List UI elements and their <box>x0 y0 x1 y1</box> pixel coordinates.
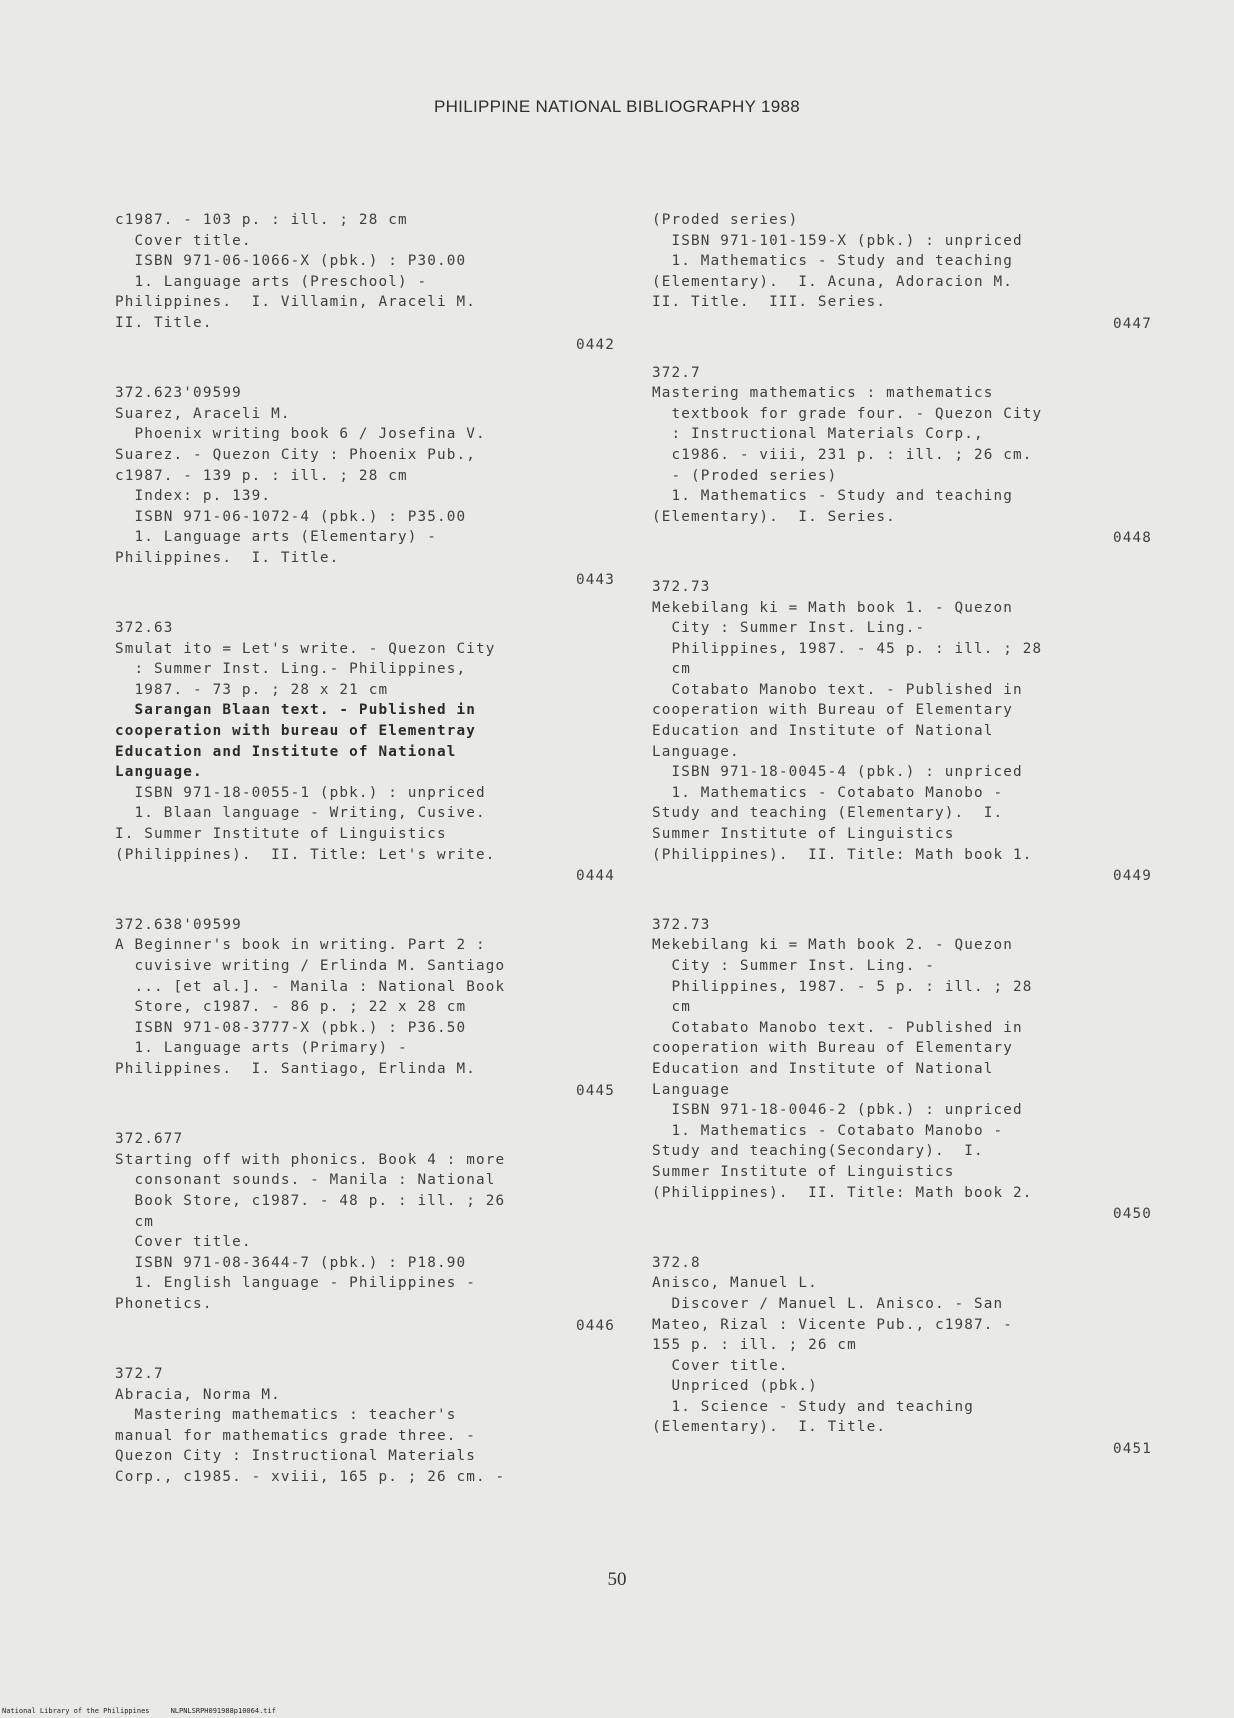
entry-line: textbook for grade four. - Quezon City <box>652 405 1043 422</box>
entry-line: cooperation with Bureau of Elementary <box>652 702 1014 719</box>
entry-line: ISBN 971-08-3644-7 (pbk.) : P18.90 <box>115 1254 467 1271</box>
entry-line: Discover / Manuel L. Anisco. - San <box>652 1295 1004 1312</box>
bibliography-entry <box>115 383 615 590</box>
entry-line: c1987. - 103 p. : ill. ; 28 cm <box>115 212 408 228</box>
entry-line: Book Store, c1987. - 48 p. : ill. ; 26 <box>115 1192 506 1209</box>
entry-line: 372.7 <box>652 364 701 381</box>
entry-line: City : Summer Inst. Ling. - <box>652 958 935 974</box>
entry-line: Education and Institute of National <box>652 1060 994 1077</box>
entry-line: 1. Language arts (Primary) - <box>115 1040 408 1057</box>
bibliography-entry <box>115 210 615 355</box>
entry-line: (Elementary). I. Series. <box>652 508 896 525</box>
entry-line: 1. Science - Study and teaching <box>652 1398 974 1415</box>
entry-line: ISBN 971-18-0046-2 (pbk.) : unpriced <box>652 1102 1023 1119</box>
entry-line: cuvisive writing / Erlinda M. Santiago <box>115 958 506 974</box>
bibliography-entry <box>115 618 615 887</box>
entry-line: : Summer Inst. Ling.- Philippines, <box>115 661 467 678</box>
entry-number: 0444 <box>575 868 615 885</box>
bibliography-entry <box>652 1253 1152 1460</box>
entry-line: ISBN 971-18-0055-1 (pbk.) : unpriced <box>115 784 486 801</box>
entry-line: Summer Institute of Linguistics <box>652 1163 955 1180</box>
entry-line: 1. Mathematics - Study and teaching <box>652 253 1014 270</box>
entry-line: (Philippines). II. Title: Math book 2. <box>652 1184 1033 1201</box>
entry-line: Mastering mathematics : teacher's <box>115 1407 457 1424</box>
entry-line: Suarez, Araceli M. <box>115 405 291 422</box>
bibliography-column-left <box>115 210 615 1516</box>
entry-line: Cover title. <box>652 1357 789 1374</box>
entry-line: Phonetics. <box>115 1295 213 1312</box>
entry-line: Corp., c1985. - xviii, 165 p. ; 26 cm. - <box>115 1469 506 1486</box>
entry-line: 372.73 <box>652 916 711 933</box>
entry-line: Study and teaching (Elementary). I. <box>652 805 1004 822</box>
entry-number: 0450 <box>1112 1206 1152 1223</box>
bibliography-entry <box>115 1129 615 1336</box>
entry-line: cm <box>652 999 692 1016</box>
entry-line: Cotabato Manobo text. - Published in <box>652 681 1023 698</box>
entry-number: 0446 <box>575 1317 615 1334</box>
page-title: PHILIPPINE NATIONAL BIBLIOGRAPHY 1988 <box>433 97 801 116</box>
bibliography-entry <box>115 1364 615 1488</box>
entry-line: (Elementary). I. Title. <box>652 1419 887 1436</box>
entry-line: Philippines, 1987. - 5 p. : ill. ; 28 <box>652 978 1033 995</box>
entry-line: 1987. - 73 p. ; 28 x 21 cm <box>115 681 389 698</box>
entry-number: 0442 <box>575 336 615 353</box>
bibliography-column-right <box>652 210 1152 1488</box>
entry-line: 372.638'09599 <box>115 916 242 933</box>
entry-line: Summer Institute of Linguistics <box>652 826 955 843</box>
entry-line: Philippines, 1987. - 45 p. : ill. ; 28 <box>652 640 1043 657</box>
entry-line: Sarangan Blaan text. - Published in <box>115 702 477 719</box>
entry-number: 0449 <box>1112 868 1152 885</box>
entry-line: (Philippines). II. Title: Math book 1. <box>652 846 1033 863</box>
entry-line: I. Summer Institute of Linguistics <box>115 826 447 843</box>
entry-line: ISBN 971-06-1066-X (pbk.) : P30.00 <box>115 253 467 270</box>
entry-line: 1. English language - Philippines - <box>115 1275 477 1292</box>
entry-line: 155 p. : ill. ; 26 cm <box>652 1337 857 1354</box>
bibliography-entry <box>652 915 1152 1225</box>
entry-line: cm <box>115 1213 155 1230</box>
entry-line: ISBN 971-06-1072-4 (pbk.) : P35.00 <box>115 508 467 525</box>
entry-line: II. Title. III. Series. <box>652 294 887 311</box>
entry-line: Mateo, Rizal : Vicente Pub., c1987. - <box>652 1316 1014 1333</box>
entry-line: City : Summer Inst. Ling.- <box>652 620 926 637</box>
scan-footer: National Library of the Philippines NLPNLSRPH091988p10064.tif <box>2 1707 276 1715</box>
entry-line: consonant sounds. - Manila : National <box>115 1172 496 1189</box>
entry-line: - (Proded series) <box>652 467 838 484</box>
entry-line: Store, c1987. - 86 p. ; 22 x 28 cm <box>115 999 467 1016</box>
entry-number: 0443 <box>575 571 615 588</box>
entry-line: manual for mathematics grade three. - <box>115 1427 477 1444</box>
entry-line: cooperation with bureau of Elementray <box>115 723 477 740</box>
entry-line: Unpriced (pbk.) <box>652 1378 818 1395</box>
bibliography-entry <box>652 577 1152 887</box>
entry-line: (Proded series) <box>652 212 799 228</box>
entry-line: ISBN 971-08-3777-X (pbk.) : P36.50 <box>115 1019 467 1036</box>
entry-line: cm <box>652 661 692 678</box>
entry-line: Phoenix writing book 6 / Josefina V. <box>115 426 486 443</box>
entry-line: Education and Institute of National <box>115 743 457 760</box>
entry-line: Cover title. <box>115 232 252 249</box>
entry-line: Philippines. I. Santiago, Erlinda M. <box>115 1060 477 1077</box>
entry-line: Abracia, Norma M. <box>115 1386 281 1403</box>
entry-line: Anisco, Manuel L. <box>652 1275 818 1292</box>
entry-line: Cotabato Manobo text. - Published in <box>652 1019 1023 1036</box>
entry-number: 0451 <box>1112 1441 1152 1458</box>
entry-line: Quezon City : Instructional Materials <box>115 1448 477 1465</box>
entry-number: 0448 <box>1112 530 1152 547</box>
entry-line: 372.73 <box>652 578 711 595</box>
entry-line: Mekebilang ki = Math book 1. - Quezon <box>652 599 1014 616</box>
entry-line: 1. Language arts (Elementary) - <box>115 529 437 546</box>
entry-line: 372.8 <box>652 1254 701 1271</box>
entry-line: 372.677 <box>115 1131 184 1148</box>
entry-line: (Philippines). II. Title: Let's write. <box>115 846 496 863</box>
entry-line: 1. Mathematics - Cotabato Manobo - <box>652 1122 1004 1139</box>
entry-line: 372.63 <box>115 620 174 637</box>
entry-line: 372.7 <box>115 1366 164 1383</box>
entry-line: Mastering mathematics : mathematics <box>652 385 994 402</box>
entry-line: Index: p. 139. <box>115 488 272 505</box>
entry-line: Education and Institute of National <box>652 723 994 740</box>
entry-line: 372.623'09599 <box>115 385 242 402</box>
entry-line: ISBN 971-101-159-X (pbk.) : unpriced <box>652 232 1023 249</box>
entry-line: Language. <box>115 764 203 781</box>
entry-line: (Elementary). I. Acuna, Adoracion M. <box>652 273 1014 290</box>
entry-line: A Beginner's book in writing. Part 2 : <box>115 937 486 954</box>
page-number: 50 <box>607 1569 627 1590</box>
entry-line: Mekebilang ki = Math book 2. - Quezon <box>652 937 1014 954</box>
entry-line: II. Title. <box>115 314 213 331</box>
entry-line: Starting off with phonics. Book 4 : more <box>115 1151 506 1168</box>
bibliography-entry <box>115 915 615 1101</box>
entry-line: 1. Language arts (Preschool) - <box>115 273 428 290</box>
entry-line: c1986. - viii, 231 p. : ill. ; 26 cm. <box>652 446 1033 463</box>
entry-line: ... [et al.]. - Manila : National Book <box>115 978 506 995</box>
entry-line: Study and teaching(Secondary). I. <box>652 1143 984 1160</box>
entry-line: Suarez. - Quezon City : Phoenix Pub., <box>115 446 477 463</box>
entry-line: Philippines. I. Villamin, Araceli M. <box>115 294 477 311</box>
bibliography-entry <box>652 363 1152 549</box>
entry-line: ISBN 971-18-0045-4 (pbk.) : unpriced <box>652 764 1023 781</box>
entry-line: cooperation with Bureau of Elementary <box>652 1040 1014 1057</box>
entry-line: Cover title. <box>115 1234 252 1251</box>
entry-line: c1987. - 139 p. : ill. ; 28 cm <box>115 467 408 484</box>
entry-line: Language <box>652 1081 731 1098</box>
bibliography-entry <box>652 210 1152 335</box>
entry-line: 1. Mathematics - Study and teaching <box>652 488 1014 505</box>
entry-line: : Instructional Materials Corp., <box>652 426 984 443</box>
entry-number: 0445 <box>575 1082 615 1099</box>
entry-line: Language. <box>652 743 740 760</box>
entry-number: 0447 <box>1112 315 1152 332</box>
entry-line: Smulat ito = Let's write. - Quezon City <box>115 640 496 657</box>
entry-line: Philippines. I. Title. <box>115 549 340 566</box>
entry-line: 1. Mathematics - Cotabato Manobo - <box>652 784 1004 801</box>
entry-line: 1. Blaan language - Writing, Cusive. <box>115 805 486 822</box>
